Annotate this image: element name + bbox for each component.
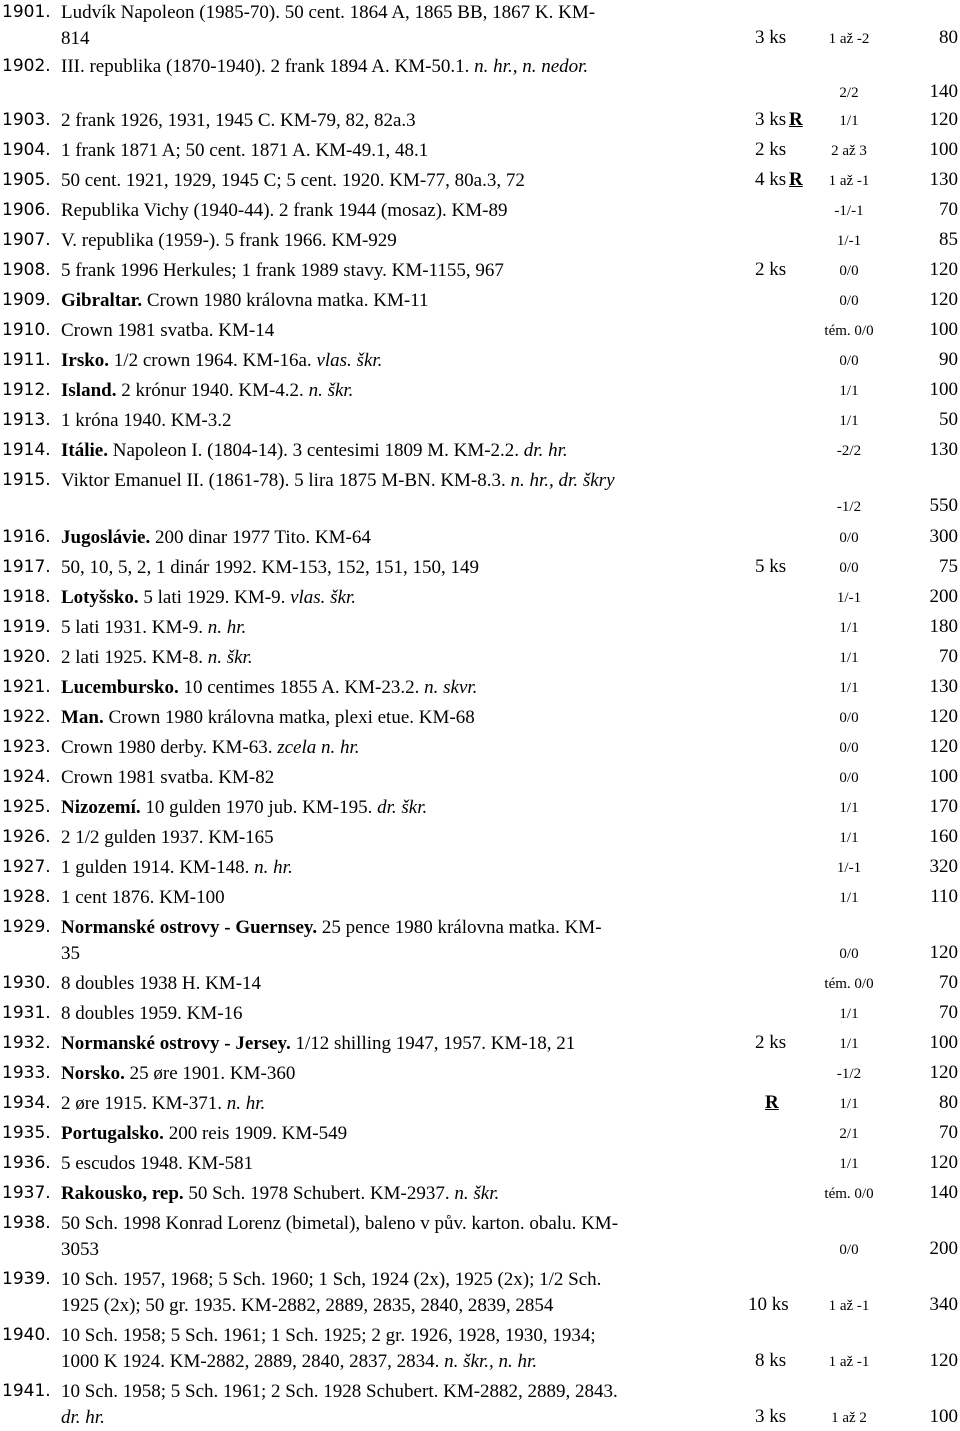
lot-number: 1902. xyxy=(2,56,51,76)
lot-description xyxy=(61,1151,741,1177)
description-text: 10 Sch. 1957, 1968; 5 Sch. 1960; 1 Sch, 1924 (2x), 1925 (2x); 1/2 Sch. xyxy=(61,1269,602,1290)
quantity: 5 ks xyxy=(755,556,787,577)
condition-grade: 1/1 xyxy=(839,650,859,666)
country-heading: Jugoslávie. xyxy=(61,527,151,548)
description-text: Republika Vichy (1940-44). 2 frank 1944 (mosaz). KM-89 xyxy=(61,200,508,221)
lot-number: 1938. xyxy=(2,1213,51,1233)
starting-price: 100 xyxy=(929,1032,958,1053)
description-text: Crown 1980 královna matka. KM-11 xyxy=(142,290,429,311)
starting-price: 340 xyxy=(929,1294,958,1315)
lot-description xyxy=(61,525,741,551)
condition-grade: 0/0 xyxy=(839,740,859,756)
condition-grade: 1 až -1 xyxy=(828,1354,870,1370)
condition-grade: 0/0 xyxy=(839,293,859,309)
condition-note: n. hr., dr. škry xyxy=(510,470,615,491)
lot-description xyxy=(61,348,741,374)
description-text: 200 dinar 1977 Tito. KM-64 xyxy=(150,527,371,548)
description-text: Crown 1981 svatba. KM-14 xyxy=(61,320,275,341)
country-heading: Normanské ostrovy - Guernsey. xyxy=(61,917,318,938)
lot-description xyxy=(61,378,741,404)
lot-description xyxy=(61,971,741,997)
condition-note: n. škr. xyxy=(308,380,354,401)
description-text: 10 Sch. 1958; 5 Sch. 1961; 1 Sch. 1925; 2 gr. 1926, 1928, 1930, 1934; xyxy=(61,1325,596,1346)
description-text: 200 reis 1909. KM-549 xyxy=(163,1123,348,1144)
lot-description xyxy=(61,735,741,761)
lot-description xyxy=(61,288,741,314)
condition-grade: tém. 0/0 xyxy=(824,976,874,992)
country-heading: Lucembursko. xyxy=(61,677,179,698)
lot-number: 1914. xyxy=(2,440,51,460)
condition-grade: 2/2 xyxy=(839,85,859,101)
lot-number: 1930. xyxy=(2,973,51,993)
lot-number: 1918. xyxy=(2,587,51,607)
condition-note: n. hr. xyxy=(226,1093,266,1114)
lot-number: 1928. xyxy=(2,887,51,907)
quantity: 2 ks xyxy=(755,1032,787,1053)
starting-price: 300 xyxy=(929,526,958,547)
description-text: Ludvík Napoleon (1985-70). 50 cent. 1864 A, 1865 BB, 1867 K. KM- xyxy=(61,2,596,23)
country-heading: Island. xyxy=(61,380,117,401)
starting-price: 120 xyxy=(929,109,958,130)
lot-number: 1916. xyxy=(2,527,51,547)
condition-note: n. hr. xyxy=(254,857,293,878)
lot-description xyxy=(61,1001,741,1027)
lot-description xyxy=(61,555,741,581)
lot-number: 1921. xyxy=(2,677,51,697)
condition-grade: 0/0 xyxy=(839,560,859,576)
description-text: 50 Sch. 1998 Konrad Lorenz (bimetal), baleno v pův. karton. obalu. KM- xyxy=(61,1213,619,1234)
description-text: 50 cent. 1921, 1929, 1945 C; 5 cent. 1920. KM-77, 80a.3, 72 xyxy=(61,170,525,191)
lot-number: 1939. xyxy=(2,1269,51,1289)
starting-price: 120 xyxy=(929,706,958,727)
description-text: 2 øre 1915. KM-371. xyxy=(61,1093,227,1114)
lot-number: 1905. xyxy=(2,170,51,190)
starting-price: 70 xyxy=(939,1002,958,1023)
lot-description xyxy=(61,54,741,80)
quantity: 8 ks xyxy=(755,1350,787,1371)
starting-price: 130 xyxy=(929,676,958,697)
condition-grade: 2/1 xyxy=(839,1126,859,1142)
description-text: 50, 10, 5, 2, 1 dinár 1992. KM-153, 152, 151, 150, 149 xyxy=(61,557,479,578)
condition-grade: 0/0 xyxy=(839,263,859,279)
lot-description xyxy=(61,1091,741,1117)
starting-price: 200 xyxy=(929,586,958,607)
lot-number: 1908. xyxy=(2,260,51,280)
condition-grade: 0/0 xyxy=(839,710,859,726)
lot-number: 1933. xyxy=(2,1063,51,1083)
condition-grade: 0/0 xyxy=(839,530,859,546)
lot-description xyxy=(61,615,741,641)
condition-note: n. škr., n. hr. xyxy=(444,1351,538,1372)
description-text: 25 pence 1980 královna matka. KM- xyxy=(317,917,602,938)
lot-description xyxy=(61,168,741,194)
country-heading: Nizozemí. xyxy=(61,797,141,818)
lot-description xyxy=(61,705,741,731)
country-heading: Gibraltar. xyxy=(61,290,143,311)
rarity-mark: R xyxy=(765,1092,779,1113)
lot-number: 1913. xyxy=(2,410,51,430)
lot-number: 1911. xyxy=(2,350,51,370)
description-text: 1 króna 1940. KM-3.2 xyxy=(61,410,232,431)
lot-description xyxy=(61,0,741,52)
starting-price: 120 xyxy=(929,289,958,310)
description-text: 8 doubles 1938 H. KM-14 xyxy=(61,973,262,994)
condition-grade: 1/1 xyxy=(839,383,859,399)
description-text: Napoleon I. (1804-14). 3 centesimi 1809 M. KM-2.2. xyxy=(107,440,524,461)
lot-description xyxy=(61,228,741,254)
quantity: 3 ks xyxy=(755,109,787,130)
condition-grade: 1/-1 xyxy=(836,860,862,876)
country-heading: Rakousko, rep. xyxy=(61,1183,184,1204)
condition-grade: 0/0 xyxy=(839,353,859,369)
lot-description xyxy=(61,675,741,701)
lot-number: 1917. xyxy=(2,557,51,577)
lot-number: 1937. xyxy=(2,1183,51,1203)
condition-grade: 1/1 xyxy=(839,830,859,846)
description-text: 5 escudos 1948. KM-581 xyxy=(61,1153,254,1174)
condition-note: dr. škr. xyxy=(377,797,428,818)
condition-grade: tém. 0/0 xyxy=(824,323,874,339)
starting-price: 120 xyxy=(929,942,958,963)
lot-number: 1932. xyxy=(2,1033,51,1053)
description-text: 25 øre 1901. KM-360 xyxy=(124,1063,296,1084)
lot-number: 1926. xyxy=(2,827,51,847)
starting-price: 140 xyxy=(929,1182,958,1203)
lot-description xyxy=(61,318,741,344)
lot-description xyxy=(61,138,741,164)
starting-price: 70 xyxy=(939,972,958,993)
lot-number: 1906. xyxy=(2,200,51,220)
lot-number: 1941. xyxy=(2,1381,51,1401)
description-text: V. republika (1959-). 5 frank 1966. KM-929 xyxy=(61,230,397,251)
lot-description xyxy=(61,915,741,967)
description-text: 1/12 shilling 1947, 1957. KM-18, 21 xyxy=(290,1033,576,1054)
starting-price: 120 xyxy=(929,1152,958,1173)
starting-price: 75 xyxy=(939,556,958,577)
country-heading: Norsko. xyxy=(61,1063,125,1084)
condition-grade: 1/1 xyxy=(839,1156,859,1172)
starting-price: 120 xyxy=(929,736,958,757)
starting-price: 200 xyxy=(929,1238,958,1259)
lot-number: 1910. xyxy=(2,320,51,340)
condition-grade: 1/-1 xyxy=(836,233,862,249)
condition-note: n. hr., n. nedor. xyxy=(474,56,589,77)
lot-number: 1936. xyxy=(2,1153,51,1173)
starting-price: 120 xyxy=(929,1062,958,1083)
condition-grade: 1 až 2 xyxy=(831,1410,867,1426)
rarity-mark: R xyxy=(789,169,803,190)
lot-description xyxy=(61,1211,741,1263)
quantity: 3 ks xyxy=(755,1406,787,1427)
country-heading: Normanské ostrovy - Jersey. xyxy=(61,1033,291,1054)
condition-grade: -2/2 xyxy=(836,443,862,459)
lot-number: 1923. xyxy=(2,737,51,757)
condition-grade: 1/1 xyxy=(839,1036,859,1052)
condition-grade: 1/1 xyxy=(839,800,859,816)
description-text: Viktor Emanuel II. (1861-78). 5 lira 1875 M-BN. KM-8.3. xyxy=(61,470,511,491)
condition-grade: 0/0 xyxy=(839,946,859,962)
condition-grade: 1/1 xyxy=(839,1096,859,1112)
condition-grade: 1/1 xyxy=(839,413,859,429)
condition-grade: 0/0 xyxy=(839,770,859,786)
condition-grade: 1 až -1 xyxy=(828,173,870,189)
lot-number: 1924. xyxy=(2,767,51,787)
starting-price: 80 xyxy=(939,1092,958,1113)
lot-description xyxy=(61,1031,741,1057)
condition-note: vlas. škr. xyxy=(316,350,383,371)
condition-note: dr. hr. xyxy=(523,440,568,461)
starting-price: 85 xyxy=(939,229,958,250)
condition-grade: 1/1 xyxy=(839,680,859,696)
condition-grade: -1/-1 xyxy=(834,203,864,219)
lot-description xyxy=(61,438,741,464)
lot-description xyxy=(61,825,741,851)
lot-number: 1935. xyxy=(2,1123,51,1143)
quantity: 2 ks xyxy=(755,139,787,160)
condition-grade: -1/2 xyxy=(836,499,862,515)
lot-number: 1922. xyxy=(2,707,51,727)
starting-price: 100 xyxy=(929,766,958,787)
lot-description xyxy=(61,645,741,671)
starting-price: 70 xyxy=(939,1122,958,1143)
description-text: Crown 1980 královna matka, plexi etue. KM-68 xyxy=(103,707,475,728)
description-text: 10 centimes 1855 A. KM-23.2. xyxy=(178,677,425,698)
quantity: 10 ks xyxy=(748,1294,789,1315)
country-heading: Man. xyxy=(61,707,104,728)
starting-price: 100 xyxy=(929,139,958,160)
starting-price: 550 xyxy=(929,495,958,516)
quantity: 3 ks xyxy=(755,27,787,48)
starting-price: 70 xyxy=(939,646,958,667)
country-heading: Portugalsko. xyxy=(61,1123,164,1144)
lot-description xyxy=(61,1181,741,1207)
description-text: 50 Sch. 1978 Schubert. KM-2937. xyxy=(183,1183,455,1204)
starting-price: 120 xyxy=(929,259,958,280)
description-text: Crown 1981 svatba. KM-82 xyxy=(61,767,275,788)
lot-number: 1919. xyxy=(2,617,51,637)
condition-grade: 1/1 xyxy=(839,890,859,906)
lot-description xyxy=(61,1379,741,1431)
description-text: 814 xyxy=(61,28,90,49)
condition-note: n. skvr. xyxy=(424,677,478,698)
starting-price: 100 xyxy=(929,1406,958,1427)
condition-note: vlas. škr. xyxy=(290,587,357,608)
starting-price: 130 xyxy=(929,169,958,190)
description-text: III. republika (1870-1940). 2 frank 1894 A. KM-50.1. xyxy=(61,56,475,77)
lot-description xyxy=(61,108,741,134)
lot-number: 1929. xyxy=(2,917,51,937)
description-text: 5 frank 1996 Herkules; 1 frank 1989 stavy. KM-1155, 967 xyxy=(61,260,504,281)
description-text: 5 lati 1929. KM-9. xyxy=(138,587,291,608)
lot-number: 1909. xyxy=(2,290,51,310)
lot-description xyxy=(61,1267,741,1319)
lot-number: 1907. xyxy=(2,230,51,250)
description-text: 35 xyxy=(61,943,80,964)
condition-grade: 1/1 xyxy=(839,1006,859,1022)
lot-number: 1934. xyxy=(2,1093,51,1113)
lot-number: 1940. xyxy=(2,1325,51,1345)
lot-number: 1904. xyxy=(2,140,51,160)
country-heading: Irsko. xyxy=(61,350,110,371)
description-text: 2 frank 1926, 1931, 1945 C. KM-79, 82, 82a.3 xyxy=(61,110,416,131)
lot-description xyxy=(61,885,741,911)
starting-price: 70 xyxy=(939,199,958,220)
description-text: 5 lati 1931. KM-9. xyxy=(61,617,208,638)
lot-number: 1931. xyxy=(2,1003,51,1023)
lot-description xyxy=(61,198,741,224)
condition-grade: 1/1 xyxy=(839,113,859,129)
starting-price: 130 xyxy=(929,439,958,460)
starting-price: 160 xyxy=(929,826,958,847)
lot-description xyxy=(61,585,741,611)
lot-number: 1927. xyxy=(2,857,51,877)
condition-note: n. škr. xyxy=(454,1183,500,1204)
starting-price: 110 xyxy=(930,886,958,907)
description-text: 2 krónur 1940. KM-4.2. xyxy=(116,380,309,401)
lot-description xyxy=(61,468,741,494)
description-text: 1 frank 1871 A; 50 cent. 1871 A. KM-49.1, 48.1 xyxy=(61,140,429,161)
description-text: 1 gulden 1914. KM-148. xyxy=(61,857,255,878)
lot-description xyxy=(61,1121,741,1147)
description-text: Crown 1980 derby. KM-63. xyxy=(61,737,278,758)
condition-grade: -1/2 xyxy=(836,1066,862,1082)
starting-price: 100 xyxy=(929,379,958,400)
description-text: 2 lati 1925. KM-8. xyxy=(61,647,208,668)
description-text: 10 gulden 1970 jub. KM-195. xyxy=(140,797,378,818)
lot-description xyxy=(61,855,741,881)
quantity: 2 ks xyxy=(755,259,787,280)
starting-price: 140 xyxy=(929,81,958,102)
description-text: 1000 K 1924. KM-2882, 2889, 2840, 2837, 2834. xyxy=(61,1351,445,1372)
rarity-mark: R xyxy=(789,109,803,130)
condition-grade: 1/1 xyxy=(839,620,859,636)
description-text: 1/2 crown 1964. KM-16a. xyxy=(109,350,317,371)
condition-note: zcela n. hr. xyxy=(277,737,360,758)
lot-description xyxy=(61,408,741,434)
starting-price: 120 xyxy=(929,1350,958,1371)
condition-note: dr. hr. xyxy=(61,1407,105,1428)
condition-grade: 2 až 3 xyxy=(831,143,867,159)
lot-description xyxy=(61,1323,741,1375)
lot-number: 1903. xyxy=(2,110,51,130)
starting-price: 50 xyxy=(939,409,958,430)
starting-price: 170 xyxy=(929,796,958,817)
condition-grade: 1/-1 xyxy=(836,590,862,606)
starting-price: 80 xyxy=(939,27,958,48)
lot-number: 1915. xyxy=(2,470,51,490)
description-text: 3053 xyxy=(61,1239,99,1260)
condition-grade: 1 až -2 xyxy=(828,31,870,47)
starting-price: 90 xyxy=(939,349,958,370)
starting-price: 180 xyxy=(929,616,958,637)
country-heading: Itálie. xyxy=(61,440,108,461)
condition-note: n. hr. xyxy=(207,617,247,638)
description-text: 1 cent 1876. KM-100 xyxy=(61,887,225,908)
lot-description xyxy=(61,1061,741,1087)
description-text: 1925 (2x); 50 gr. 1935. KM-2882, 2889, 2835, 2840, 2839, 2854 xyxy=(61,1295,554,1316)
description-text: 10 Sch. 1958; 5 Sch. 1961; 2 Sch. 1928 Schubert. KM-2882, 2889, 2843. xyxy=(61,1381,618,1402)
lot-number: 1912. xyxy=(2,380,51,400)
quantity: 4 ks xyxy=(755,169,787,190)
lot-description xyxy=(61,795,741,821)
starting-price: 320 xyxy=(929,856,958,877)
lot-number: 1925. xyxy=(2,797,51,817)
lot-number: 1920. xyxy=(2,647,51,667)
lot-number: 1901. xyxy=(2,2,51,22)
country-heading: Lotyšsko. xyxy=(61,587,139,608)
lot-description xyxy=(61,765,741,791)
description-text: 2 1/2 gulden 1937. KM-165 xyxy=(61,827,274,848)
description-text: 8 doubles 1959. KM-16 xyxy=(61,1003,243,1024)
condition-note: n. škr. xyxy=(207,647,253,668)
condition-grade: tém. 0/0 xyxy=(824,1186,874,1202)
starting-price: 100 xyxy=(929,319,958,340)
condition-grade: 0/0 xyxy=(839,1242,859,1258)
condition-grade: 1 až -1 xyxy=(828,1298,870,1314)
lot-description xyxy=(61,258,741,284)
